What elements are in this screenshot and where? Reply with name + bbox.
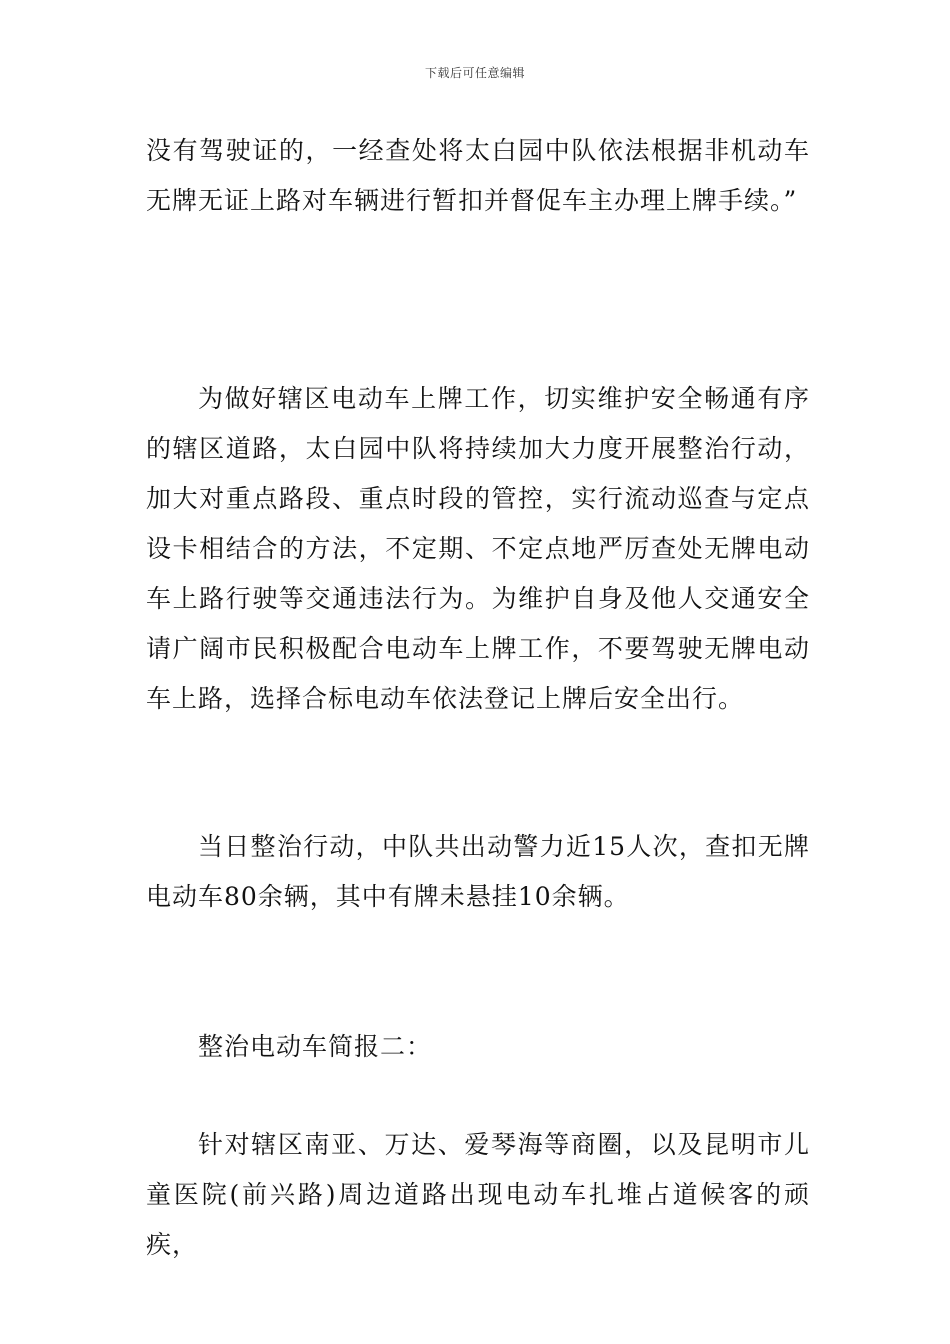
paragraph-5: 针对辖区南亚、万达、爱琴海等商圈，以及昆明市儿童医院(前兴路)周边道路出现电动车扎堆占道候客的顽疾， [146,1130,810,1259]
paragraph-1: 没有驾驶证的，一经查处将太白园中队依法根据非机动车无牌无证上路对车辆进行暂扣并督促车主办理上牌手续。” [146,136,810,215]
paragraph-3: 当日整治行动，中队共出动警力近15人次，查扣无牌电动车80余辆，其中有牌未悬挂10余辆。 [146,832,810,911]
page-header: 下载后可任意编辑 [424,66,525,80]
section-heading: 整治电动车简报二： [198,1032,433,1061]
paragraph-2: 为做好辖区电动车上牌工作，切实维护安全畅通有序的辖区道路，太白园中队将持续加大力度开展整治行动，加大对重点路段、重点时段的管控，实行流动巡查与定点设卡相结合的方法，不定期、不定点地严厉查处无牌电动车上路行驶等交通违法行为。为维护自身及他人交通安全请广阔市民积极配合电动车上牌工作，不要驾驶无牌电动车上路，选择合标电动车依法登记上牌后安全出行。 [146,384,810,713]
